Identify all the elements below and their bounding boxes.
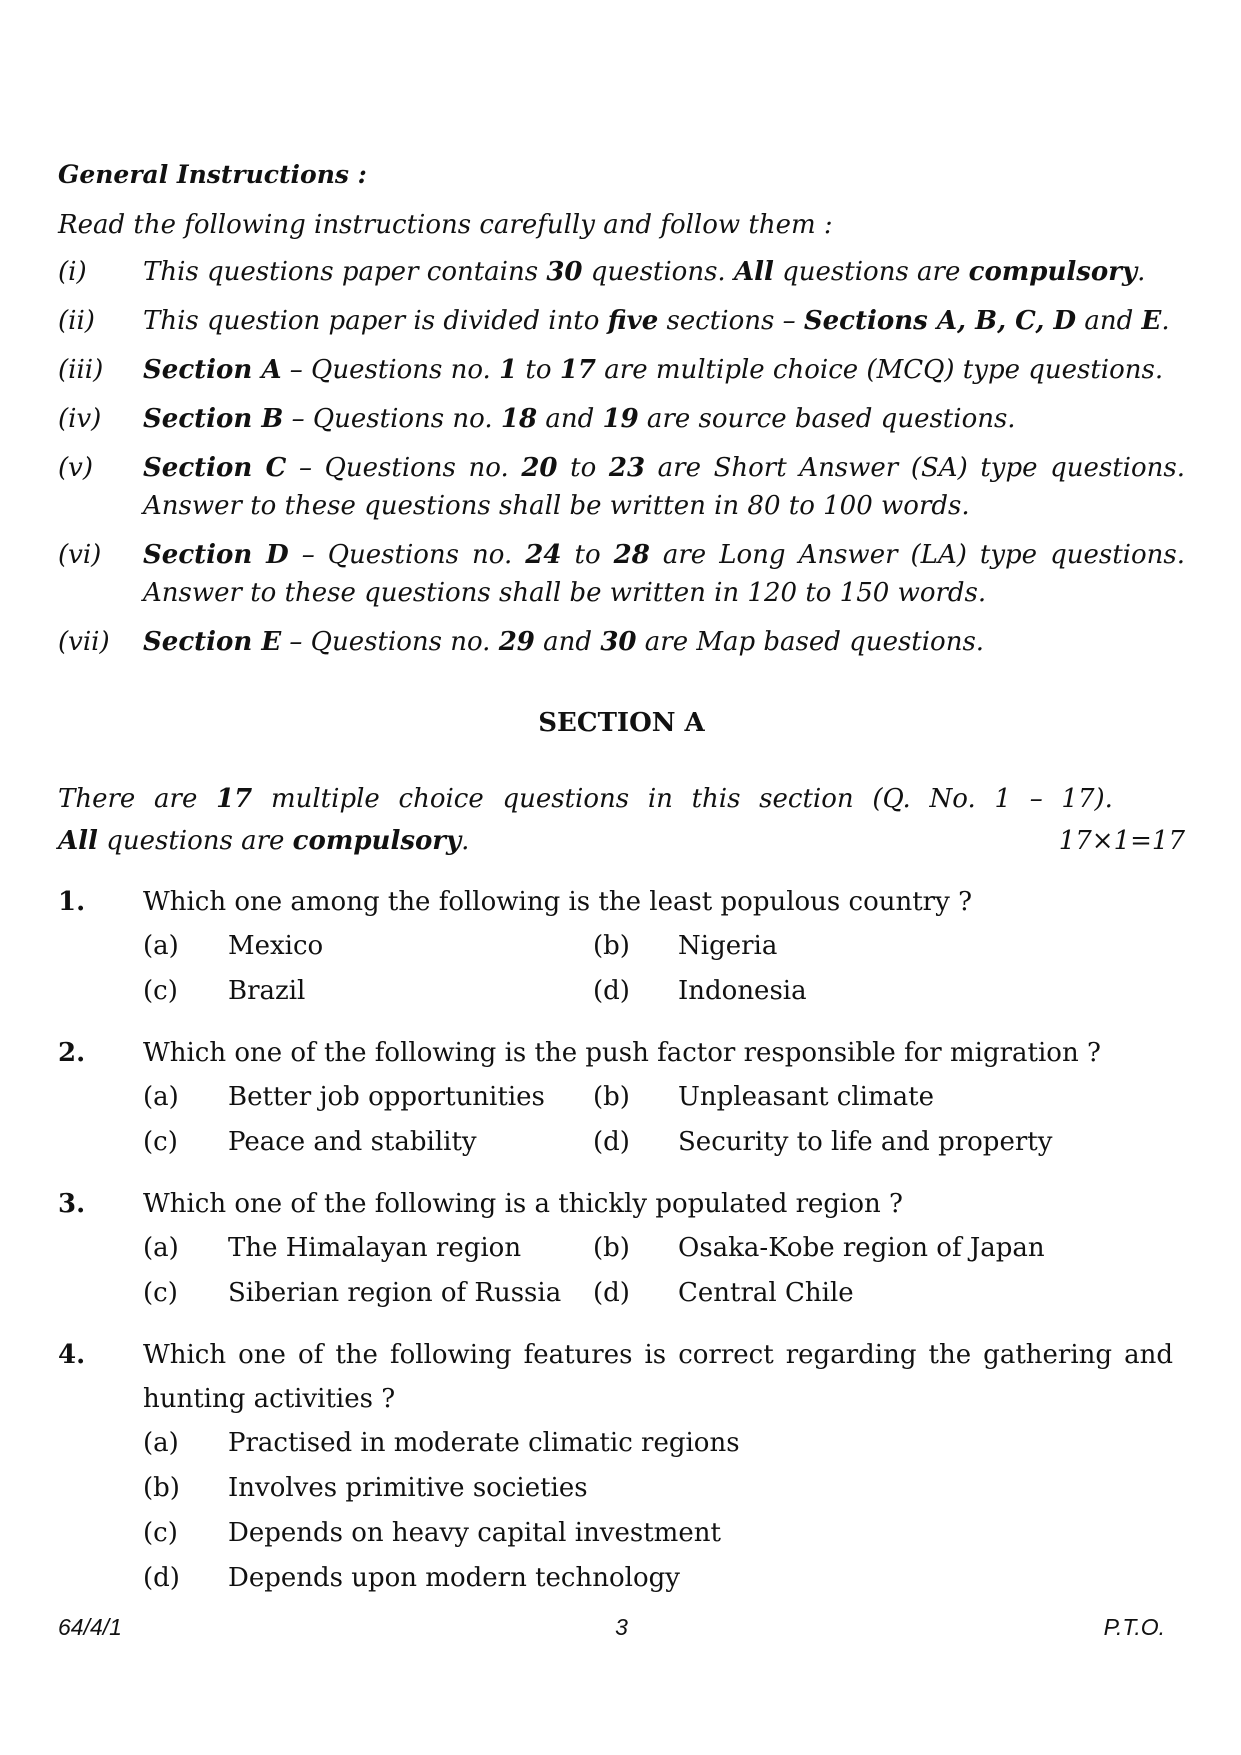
instruction-item bbox=[58, 400, 1185, 438]
options bbox=[143, 924, 1185, 1014]
pto-label: P.T.O. bbox=[1103, 1614, 1165, 1640]
intro-word: in bbox=[647, 784, 673, 814]
option-label: (b) bbox=[143, 1473, 180, 1503]
option-text: Central Chile bbox=[678, 1278, 854, 1308]
option-label: (b) bbox=[593, 931, 630, 961]
intro-word: (Q. bbox=[872, 784, 911, 814]
instruction-number: (v) bbox=[58, 453, 93, 483]
instruction-text: This questions paper contains 30 questions. All questions are compulsory. bbox=[143, 257, 1146, 287]
section-intro-line bbox=[58, 778, 1113, 820]
intro-word: section bbox=[759, 784, 854, 814]
page-number: 3 bbox=[615, 1614, 628, 1640]
intro-word: choice bbox=[398, 784, 484, 814]
question-number: 1. bbox=[58, 887, 86, 917]
option-text: Depends on heavy capital investment bbox=[228, 1518, 721, 1548]
option-text: Mexico bbox=[228, 931, 324, 961]
intro-word: this bbox=[691, 784, 741, 814]
instructions-intro: Read the following instructions carefully and follow them : bbox=[58, 210, 833, 240]
intro-word: questions bbox=[502, 784, 630, 814]
instruction-item bbox=[58, 351, 1185, 389]
question-number: 2. bbox=[58, 1038, 86, 1068]
instruction-number: (iii) bbox=[58, 355, 104, 385]
instruction-text: Section B – Questions no. 18 and 19 are source based questions. bbox=[143, 404, 1016, 434]
question-text: Which one of the following is the push factor responsible for migration ? bbox=[143, 1038, 1101, 1068]
option-label: (b) bbox=[593, 1233, 630, 1263]
option-text: Brazil bbox=[228, 976, 306, 1006]
question-text: Which one of the following features is correct regarding the gathering and hunting activities ? bbox=[143, 1340, 1173, 1414]
instruction-item bbox=[58, 536, 1185, 612]
instruction-number: (ii) bbox=[58, 306, 95, 336]
instruction-number: (i) bbox=[58, 257, 87, 287]
options bbox=[143, 1075, 1185, 1165]
option-text: Depends upon modern technology bbox=[228, 1563, 680, 1593]
option-text: Indonesia bbox=[678, 976, 807, 1006]
instruction-item bbox=[58, 302, 1185, 340]
section-intro-compulsory: All questions are compulsory. bbox=[58, 826, 470, 856]
option-label: (d) bbox=[593, 1278, 630, 1308]
option-text: Involves primitive societies bbox=[228, 1473, 588, 1503]
question-1 bbox=[58, 880, 1185, 1014]
option-label: (d) bbox=[593, 1127, 630, 1157]
section-intro-line bbox=[58, 820, 1185, 862]
instruction-text: Section D – Questions no. 24 to 28 are Long Answer (LA) type questions. Answer to these questions shall be written in 120 to 150 words. bbox=[143, 540, 1185, 608]
instruction-item bbox=[58, 449, 1185, 525]
instruction-text: This question paper is divided into five sections – Sections A, B, C, D and E. bbox=[143, 306, 1170, 336]
intro-word: – bbox=[1029, 784, 1043, 814]
intro-word: multiple bbox=[270, 784, 380, 814]
intro-word: are bbox=[154, 784, 198, 814]
question-3 bbox=[58, 1182, 1185, 1316]
question-text: Which one of the following is a thickly populated region ? bbox=[143, 1189, 903, 1219]
option-text: Osaka-Kobe region of Japan bbox=[678, 1233, 1045, 1263]
exam-page bbox=[58, 0, 1185, 1755]
option-label: (a) bbox=[143, 1233, 179, 1263]
option-label: (d) bbox=[593, 976, 630, 1006]
option-label: (c) bbox=[143, 1127, 178, 1157]
instruction-number: (iv) bbox=[58, 404, 102, 434]
options bbox=[143, 1226, 1185, 1316]
options bbox=[143, 1421, 1185, 1601]
instruction-item bbox=[58, 623, 1185, 661]
option-label: (a) bbox=[143, 931, 179, 961]
instruction-number: (vi) bbox=[58, 540, 102, 570]
question-4 bbox=[58, 1333, 1185, 1601]
instruction-text: Section E – Questions no. 29 and 30 are Map based questions. bbox=[143, 627, 985, 657]
option-label: (d) bbox=[143, 1563, 180, 1593]
section-heading: SECTION A bbox=[538, 708, 705, 738]
option-label: (c) bbox=[143, 1278, 178, 1308]
option-label: (b) bbox=[593, 1082, 630, 1112]
intro-word: No. bbox=[929, 784, 976, 814]
option-label: (a) bbox=[143, 1082, 179, 1112]
option-text: Peace and stability bbox=[228, 1127, 477, 1157]
paper-code: 64/4/1 bbox=[58, 1614, 122, 1640]
option-text: Security to life and property bbox=[678, 1127, 1053, 1157]
intro-word: There bbox=[58, 784, 136, 814]
instruction-text: Section C – Questions no. 20 to 23 are Short Answer (SA) type questions. Answer to these questions shall be written in 80 to 100 words. bbox=[143, 453, 1185, 521]
option-text: The Himalayan region bbox=[228, 1233, 522, 1263]
option-text: Practised in moderate climatic regions bbox=[228, 1428, 740, 1458]
question-text: Which one among the following is the least populous country ? bbox=[143, 887, 973, 917]
section-intro bbox=[58, 778, 1185, 862]
general-instructions-title: General Instructions : bbox=[58, 160, 367, 189]
option-text: Nigeria bbox=[678, 931, 778, 961]
option-text: Better job opportunities bbox=[228, 1082, 545, 1112]
intro-word: 17 bbox=[216, 784, 253, 814]
question-2 bbox=[58, 1031, 1185, 1165]
question-number: 4. bbox=[58, 1340, 86, 1370]
option-text: Unpleasant climate bbox=[678, 1082, 934, 1112]
instruction-item bbox=[58, 253, 1185, 291]
section-marks: 17×1=17 bbox=[1058, 826, 1185, 856]
option-label: (a) bbox=[143, 1428, 179, 1458]
option-label: (c) bbox=[143, 1518, 178, 1548]
intro-word: 1 bbox=[994, 784, 1011, 814]
instruction-number: (vii) bbox=[58, 627, 110, 657]
option-label: (c) bbox=[143, 976, 178, 1006]
option-text: Siberian region of Russia bbox=[228, 1278, 562, 1308]
intro-word: 17). bbox=[1061, 784, 1113, 814]
question-number: 3. bbox=[58, 1189, 86, 1219]
instruction-text: Section A – Questions no. 1 to 17 are multiple choice (MCQ) type questions. bbox=[143, 355, 1164, 385]
